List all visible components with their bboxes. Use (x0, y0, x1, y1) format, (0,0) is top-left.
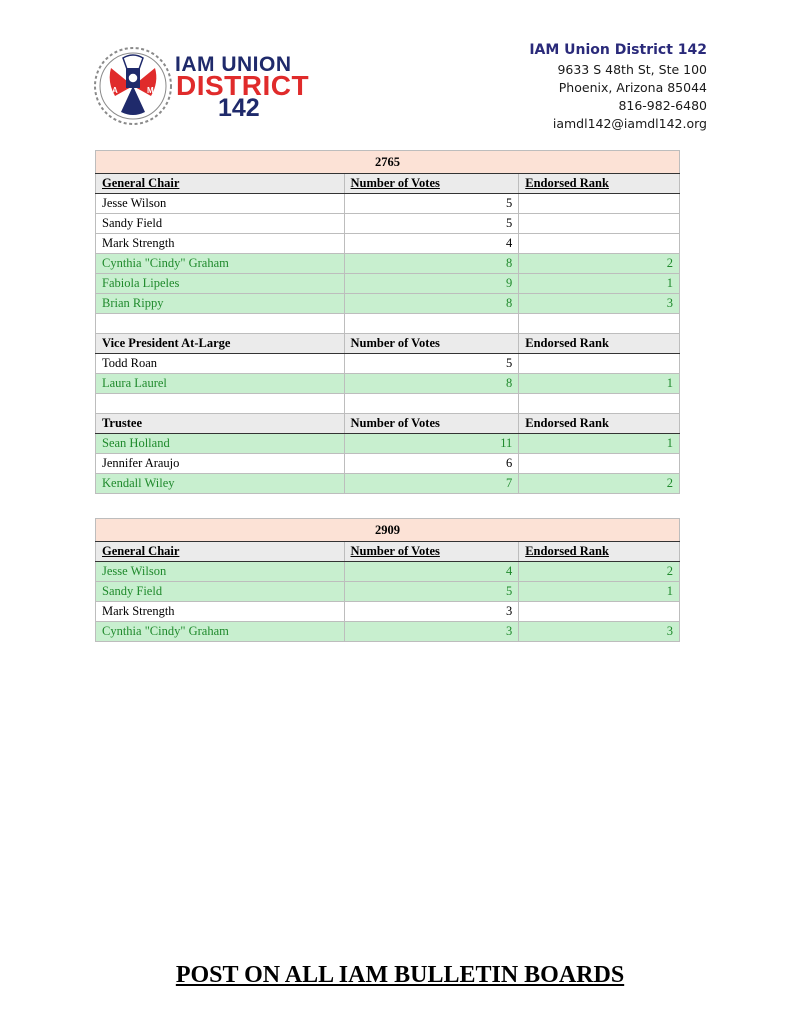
vote-count: 7 (344, 474, 519, 494)
spacer-cell (96, 394, 345, 414)
svg-text:M: M (147, 86, 154, 95)
section-header-votes: Number of Votes (344, 542, 519, 562)
table-row (96, 194, 680, 214)
spacer-cell (519, 394, 680, 414)
table-row-endorsed (96, 294, 680, 314)
vote-count: 8 (344, 294, 519, 314)
endorsed-rank (519, 602, 680, 622)
endorsed-rank (519, 214, 680, 234)
section-header-position: Trustee (96, 414, 345, 434)
table-row (96, 354, 680, 374)
section-header-votes: Number of Votes (344, 334, 519, 354)
table-row-endorsed (96, 622, 680, 642)
section-header-votes: Number of Votes (344, 174, 519, 194)
contact-phone: 816-982-6480 (618, 98, 707, 113)
candidate-name: Sandy Field (96, 214, 345, 234)
contact-email[interactable]: iamdl142@iamdl142.org (552, 116, 707, 131)
candidate-name: Cynthia "Cindy" Graham (96, 254, 345, 274)
table-row (96, 602, 680, 622)
candidate-name: Sean Holland (96, 434, 345, 454)
vote-count: 5 (344, 194, 519, 214)
section-header-row (96, 542, 680, 562)
vote-count: 3 (344, 622, 519, 642)
spacer-row (96, 314, 680, 334)
table-row-endorsed (96, 562, 680, 582)
spacer-cell (96, 314, 345, 334)
spacer-cell (344, 314, 519, 334)
candidate-name: Cynthia "Cindy" Graham (96, 622, 345, 642)
candidate-name: Jesse Wilson (96, 562, 345, 582)
candidate-name: Mark Strength (96, 234, 345, 254)
votes-table-2909 (95, 518, 680, 642)
vote-count: 6 (344, 454, 519, 474)
candidate-name: Kendall Wiley (96, 474, 345, 494)
contact-block (529, 40, 707, 133)
svg-text:A: A (112, 86, 118, 95)
candidate-name: Jesse Wilson (96, 194, 345, 214)
table-title-row (96, 519, 680, 542)
vote-count: 4 (344, 562, 519, 582)
endorsed-rank: 1 (519, 374, 680, 394)
endorsed-rank: 3 (519, 622, 680, 642)
candidate-name: Laura Laurel (96, 374, 345, 394)
vote-count: 8 (344, 374, 519, 394)
contact-address-2: Phoenix, Arizona 85044 (558, 80, 707, 95)
candidate-name: Mark Strength (96, 602, 345, 622)
spacer-cell (519, 314, 680, 334)
endorsed-rank: 1 (519, 434, 680, 454)
endorsed-rank (519, 234, 680, 254)
endorsed-rank (519, 354, 680, 374)
table-row (96, 214, 680, 234)
logo-text-142: 142 (218, 94, 260, 122)
candidate-name: Jennifer Araujo (96, 454, 345, 474)
endorsed-rank: 2 (519, 562, 680, 582)
table-title: 2765 (96, 151, 680, 174)
spacer-cell (344, 394, 519, 414)
vote-count: 4 (344, 234, 519, 254)
table-row-endorsed (96, 582, 680, 602)
table-row (96, 454, 680, 474)
contact-address-1: 9633 S 48th St, Ste 100 (557, 62, 707, 77)
vote-count: 5 (344, 582, 519, 602)
section-header-rank: Endorsed Rank (519, 334, 680, 354)
logo-text-district: DISTRICT (176, 70, 310, 101)
vote-count: 5 (344, 214, 519, 234)
contact-org: IAM Union District 142 (529, 42, 707, 58)
table-row-endorsed (96, 434, 680, 454)
endorsed-rank (519, 454, 680, 474)
vote-count: 5 (344, 354, 519, 374)
section-header-votes: Number of Votes (344, 414, 519, 434)
vote-count: 8 (344, 254, 519, 274)
candidate-name: Fabiola Lipeles (96, 274, 345, 294)
candidate-name: Todd Roan (96, 354, 345, 374)
spacer-row (96, 394, 680, 414)
letterhead (0, 0, 800, 140)
candidate-name: Sandy Field (96, 582, 345, 602)
section-header-row (96, 334, 680, 354)
logo-text-iam-union: IAM UNION (175, 53, 292, 76)
vote-count: 9 (344, 274, 519, 294)
endorsed-rank: 1 (519, 582, 680, 602)
table-row-endorsed (96, 254, 680, 274)
endorsed-rank: 1 (519, 274, 680, 294)
table-row-endorsed (96, 274, 680, 294)
table-row-endorsed (96, 474, 680, 494)
table-title-row (96, 151, 680, 174)
candidate-name: Brian Rippy (96, 294, 345, 314)
section-header-rank: Endorsed Rank (519, 174, 680, 194)
vote-count: 11 (344, 434, 519, 454)
table-row (96, 234, 680, 254)
votes-table-2765 (95, 150, 680, 494)
section-header-row (96, 414, 680, 434)
table-title: 2909 (96, 519, 680, 542)
table-row-endorsed (96, 374, 680, 394)
endorsed-rank: 2 (519, 474, 680, 494)
endorsed-rank: 2 (519, 254, 680, 274)
section-header-position: Vice President At-Large (96, 334, 345, 354)
section-header-rank: Endorsed Rank (519, 542, 680, 562)
footer-notice: POST ON ALL IAM BULLETIN BOARDS (175, 962, 625, 988)
section-header-position: General Chair (96, 174, 345, 194)
section-header-position: General Chair (96, 542, 345, 562)
endorsed-rank: 3 (519, 294, 680, 314)
section-header-row (96, 174, 680, 194)
vote-count: 3 (344, 602, 519, 622)
endorsed-rank (519, 194, 680, 214)
section-header-rank: Endorsed Rank (519, 414, 680, 434)
